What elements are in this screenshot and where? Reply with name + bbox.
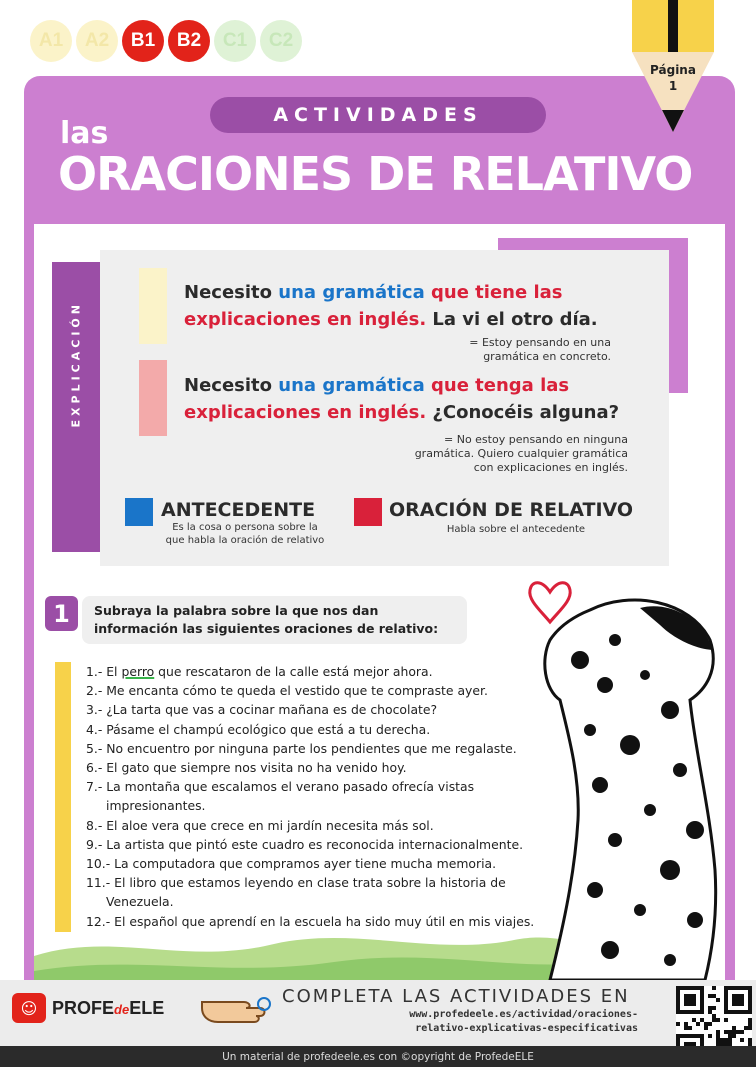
antecedent-swatch xyxy=(125,498,153,526)
brand-name xyxy=(52,998,164,1019)
pointing-hand-icon xyxy=(198,986,274,1026)
example2-note-line: con explicaciones en inglés. xyxy=(473,461,628,474)
brand-name-part: de xyxy=(114,1001,130,1017)
item-text: 1.- El xyxy=(86,664,122,679)
antecedent-desc-line: que habla la oración de relativo xyxy=(165,535,325,546)
example2-note-line: gramática. Quiero cualquier gramática xyxy=(414,447,628,460)
example2-antecedent: una gramática xyxy=(278,375,425,396)
example2-note xyxy=(415,433,628,475)
relative-legend-title: ORACIÓN DE RELATIVO xyxy=(389,499,634,521)
exercise-list xyxy=(86,662,556,931)
level-c1: C1 xyxy=(214,20,256,62)
level-a1: A1 xyxy=(30,20,72,62)
list-item: 10.- La computadora que compramos ayer tiene mucha memoria. xyxy=(86,856,497,872)
item-text: que rescataron de la calle está mejor ahora. xyxy=(154,664,433,679)
page-label: Página xyxy=(650,63,696,77)
list-item-continuation xyxy=(86,796,556,815)
list-item: 5.- No encuentro por ninguna parte los pendientes que me regalaste. xyxy=(86,740,517,756)
cta-text: COMPLETA LAS ACTIVIDADES EN xyxy=(282,986,630,1007)
item-text: impresionantes. xyxy=(106,798,206,814)
example1-verb: Necesito xyxy=(184,282,279,303)
example2-line1 xyxy=(184,372,569,399)
pink-marker xyxy=(139,360,167,436)
green-hills xyxy=(34,926,594,986)
example1-line2 xyxy=(184,306,598,333)
list-item: 12.- El español que aprendí en la escuela ha sido muy útil en mis viajes. xyxy=(86,913,535,929)
activities-label: ACTIVIDADES xyxy=(210,97,546,133)
brand-name-part: ELE xyxy=(129,997,165,1018)
example1-note-line: = Estoy pensando en una xyxy=(469,336,611,349)
exercise-instruction: Subraya la palabra sobre la que nos dan información las siguientes oraciones de relativo: xyxy=(82,596,467,644)
list-item: 8.- El aloe vera que crece en mi jardín necesita más sol. xyxy=(86,817,434,833)
explanation-tab-label xyxy=(70,376,83,428)
copyright-bar: Un material de profedeele.es con ©opyright de ProfedeELE xyxy=(0,1046,756,1067)
activity-link-line[interactable]: relativo-explicativas-especificativas xyxy=(415,1023,638,1034)
item-text: Venezuela. xyxy=(106,894,174,910)
example1-relative-b: explicaciones en inglés. xyxy=(184,309,427,330)
yellow-accent-bar xyxy=(55,662,71,932)
example2-line2 xyxy=(184,399,619,426)
example2-note-line: = No estoy pensando en ninguna xyxy=(444,433,628,446)
brand-logo xyxy=(12,993,164,1023)
relative-legend-desc: Habla sobre el antecedente xyxy=(446,524,586,535)
list-item: 3.- ¿La tarta que vas a cocinar mañana es de chocolate? xyxy=(86,702,438,718)
level-b2: B2 xyxy=(168,20,210,62)
example2-verb: Necesito xyxy=(184,375,279,396)
list-item: 11.- El libro que estamos leyendo en clase trata sobre la historia de xyxy=(86,875,506,891)
list-item: 7.- La montaña que escalamos el verano pasado ofrecía vistas xyxy=(86,779,475,795)
antecedent-desc-line: Es la cosa o persona sobre la xyxy=(172,522,318,533)
brand-icon: ☺ xyxy=(12,993,46,1023)
page-number: 1 xyxy=(668,79,678,93)
dalmatian-illustration xyxy=(520,580,725,980)
example2-relative-a: que tenga las xyxy=(424,375,570,396)
level-b1: B1 xyxy=(122,20,164,62)
activity-link-line[interactable]: www.profedeele.es/actividad/oraciones- xyxy=(409,1009,638,1020)
example2-rest: ¿Conocéis alguna? xyxy=(426,402,620,423)
brand-name-part: PROFE xyxy=(52,997,115,1018)
relative-swatch xyxy=(354,498,382,526)
example1-rest: La vi el otro día. xyxy=(426,309,598,330)
example2-relative-b: explicaciones en inglés. xyxy=(184,402,427,423)
antecedent-legend-desc xyxy=(158,521,332,547)
yellow-marker xyxy=(139,268,167,344)
pre-title: las xyxy=(60,116,109,151)
antecedent-legend-title: ANTECEDENTE xyxy=(161,499,316,521)
page-title: ORACIONES DE RELATIVO xyxy=(58,147,693,201)
level-a2: A2 xyxy=(76,20,118,62)
list-item: 2.- Me encanta cómo te queda el vestido que te compraste ayer. xyxy=(86,683,488,699)
list-item-continuation xyxy=(86,892,556,911)
level-c2: C2 xyxy=(260,20,302,62)
underlined-word: perro xyxy=(121,664,155,679)
example1-note xyxy=(469,336,611,364)
example1-note-line: gramática en concreto. xyxy=(483,350,611,363)
list-item xyxy=(86,662,556,681)
example1-line1 xyxy=(184,279,562,306)
list-item: 6.- El gato que siempre nos visita no ha venido hoy. xyxy=(86,760,407,776)
pencil-page-icon xyxy=(632,0,714,132)
example1-antecedent: una gramática xyxy=(278,282,425,303)
list-item: 9.- La artista que pintó este cuadro es reconocida internacionalmente. xyxy=(86,836,524,852)
list-item: 4.- Pásame el champú ecológico que está a tu derecha. xyxy=(86,721,431,737)
exercise-number: 1 xyxy=(45,596,78,631)
activity-link[interactable] xyxy=(409,1008,638,1036)
level-indicators xyxy=(30,20,302,62)
example1-relative-a: que tiene las xyxy=(424,282,563,303)
